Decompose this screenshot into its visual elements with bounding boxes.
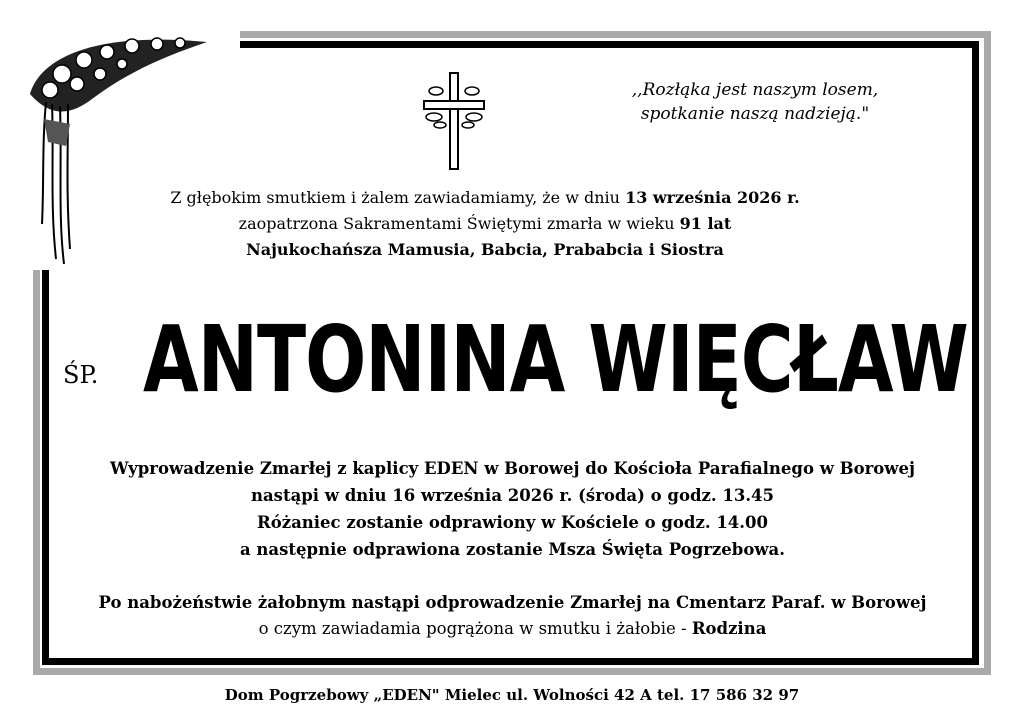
funeral-home-footer: Dom Pogrzebowy „EDEN" Mielec ul. Wolności 42 A tel. 17 586 32 97 — [224, 686, 800, 704]
family-relation: Najukochańsza Mamusia, Babcia, Prababcia i Siostra — [246, 240, 724, 259]
closing-line: Po nabożeństwie żałobnym nastąpi odprowadzenie Zmarłej na Cmentarz Paraf. w Borowej — [98, 593, 927, 612]
closing-notice — [50, 590, 975, 642]
ceremony-line: nastąpi w dniu 16 września 2026 r. (środa) o godz. 13.45 — [250, 486, 775, 505]
intro-text: zaopatrzona Sakramentami Świętymi zmarła w wieku — [238, 214, 680, 233]
age: 91 lat — [679, 214, 732, 233]
ceremony-details — [50, 455, 975, 563]
quote-line: spotkanie naszą nadzieją." — [640, 104, 870, 124]
ceremony-line: Wyprowadzenie Zmarłej z kaplicy EDEN w Borowej do Kościoła Parafialnego w Borowej — [110, 459, 915, 478]
deceased-name: ANTONINA WIĘCŁAW — [143, 305, 968, 413]
closing-text: o czym zawiadamia pogrążona w smutku i żałobie - — [258, 619, 692, 638]
intro-line — [100, 185, 870, 211]
memorial-quote — [600, 78, 910, 126]
quote-line: ,,Rozłąka jest naszym losem, — [631, 80, 879, 100]
announcement-intro — [100, 185, 870, 263]
ceremony-line: a następnie odprawiona zostanie Msza Święta Pogrzebowa. — [240, 540, 785, 559]
intro-text: Z głębokim smutkiem i żalem zawiadamiamy, że w dniu — [170, 188, 626, 207]
ceremony-line: Różaniec zostanie odprawiony w Kościele o godz. 14.00 — [257, 513, 768, 532]
intro-line — [100, 211, 870, 237]
signature-family: Rodzina — [691, 619, 767, 638]
cross-with-lilies-icon — [420, 71, 490, 171]
closing-line — [50, 616, 975, 642]
death-date: 13 września 2026 r. — [625, 188, 800, 207]
name-prefix: ŚP. — [63, 361, 99, 389]
